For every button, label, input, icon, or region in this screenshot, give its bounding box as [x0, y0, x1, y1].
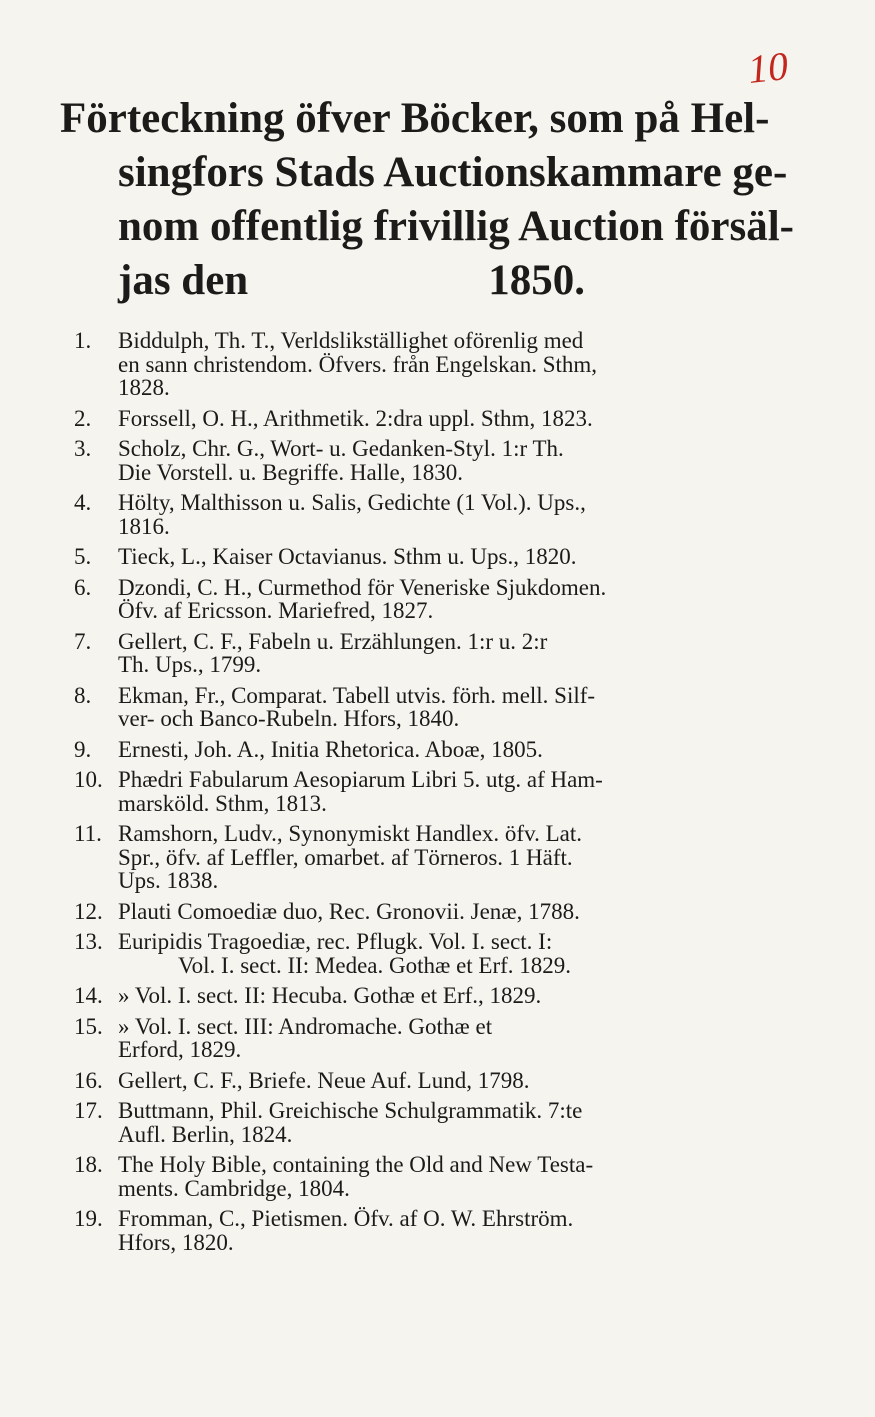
- title-year: 1850.: [488, 257, 585, 304]
- list-item: [0, 576, 875, 623]
- title-line-2: singfors Stads Auctionskammare ge-: [118, 149, 788, 196]
- entry-line: Th. Ups., 1799.: [118, 652, 262, 677]
- entry-text: [118, 437, 768, 484]
- entry-number: 17.: [74, 1098, 103, 1123]
- entry-line: Gellert, C. F., Fabeln u. Erzählungen. 1:r u. 2:r: [118, 628, 548, 654]
- list-item: [0, 329, 875, 400]
- entry-number: 3.: [74, 436, 92, 461]
- entry-line: Euripidis Tragoediæ, rec. Pflugk. Vol. I. sect. I:: [118, 929, 553, 954]
- entry-text: [118, 545, 768, 569]
- entry-number: 10.: [74, 767, 103, 792]
- entry-text: [118, 930, 768, 977]
- entry-number: 4.: [74, 490, 92, 515]
- entry-number: 7.: [74, 628, 92, 654]
- entry-line: » Vol. I. sect. III: Andromache. Gothæ et: [118, 1013, 493, 1039]
- entry-text: [118, 491, 768, 538]
- entry-number: 15.: [74, 1013, 103, 1039]
- entry-line: en sann christendom. Öfvers. från Engelskan. Sthm,: [118, 351, 598, 377]
- entry-text: [118, 407, 768, 431]
- entry-line: Erford, 1829.: [118, 1037, 242, 1062]
- entry-number: 14.: [74, 983, 103, 1008]
- list-item: [0, 930, 875, 977]
- list-item: [0, 545, 875, 569]
- entry-line: Forssell, O. H., Arithmetik. 2:dra uppl. Sthm, 1823.: [118, 405, 593, 431]
- entry-line: marsköld. Sthm, 1813.: [118, 790, 327, 816]
- list-item: [0, 684, 875, 731]
- entry-line: Scholz, Chr. G., Wort- u. Gedanken-Styl. 1:r Th.: [118, 436, 564, 461]
- entry-text: [118, 576, 768, 623]
- entry-line: Spr., öfv. af Leffler, omarbet. af Törneros. 1 Häft.: [118, 844, 573, 870]
- page-number: 10: [745, 43, 791, 92]
- entry-line: ver- och Banco-Rubeln. Hfors, 1840.: [118, 706, 460, 731]
- entry-line: Plauti Comoediæ duo, Rec. Gronovii. Jenæ, 1788.: [118, 898, 580, 924]
- entry-text: [118, 984, 768, 1008]
- entry-text: [118, 684, 768, 731]
- list-item: [0, 407, 875, 431]
- title-line-4: [60, 254, 800, 308]
- entry-line: Gellert, C. F., Briefe. Neue Auf. Lund, 1798.: [118, 1067, 530, 1093]
- entry-line: Ramshorn, Ludv., Synonymiskt Handlex. öfv. Lat.: [118, 821, 582, 846]
- entry-line: Vol. I. sect. II: Medea. Gothæ et Erf. 1829.: [178, 952, 572, 978]
- entry-line: ments. Cambridge, 1804.: [118, 1175, 350, 1201]
- list-item: [0, 822, 875, 893]
- list-item: [0, 1099, 875, 1146]
- entry-number: 9.: [74, 736, 92, 762]
- book-list: [0, 329, 875, 1254]
- entry-number: 19.: [74, 1206, 103, 1231]
- entry-line: Ernesti, Joh. A., Initia Rhetorica. Aboæ, 1805.: [118, 736, 543, 762]
- list-item: [0, 630, 875, 677]
- entry-line: Buttmann, Phil. Greichische Schulgrammatik. 7:te: [118, 1098, 583, 1123]
- list-item: [0, 738, 875, 762]
- entry-text: [118, 900, 768, 924]
- entry-line: Biddulph, Th. T., Verldslikställighet oförenlig med: [118, 328, 584, 353]
- entry-text: [118, 738, 768, 762]
- list-item: [0, 984, 875, 1008]
- entry-text: [118, 768, 768, 815]
- list-item: [0, 1153, 875, 1200]
- entry-line: Tieck, L., Kaiser Octavianus. Sthm u. Ups., 1820.: [118, 544, 577, 569]
- entry-line: » Vol. I. sect. II: Hecuba. Gothæ et Erf., 1829.: [118, 983, 542, 1008]
- entry-line: Ekman, Fr., Comparat. Tabell utvis. förh. mell. Silf-: [118, 682, 596, 708]
- entry-number: 11.: [74, 821, 102, 846]
- entry-number: 16.: [74, 1067, 103, 1093]
- list-item: [0, 1069, 875, 1093]
- entry-line: 1816.: [118, 513, 170, 539]
- list-item: [0, 1207, 875, 1254]
- entry-number: 18.: [74, 1152, 103, 1177]
- page-title: [60, 92, 800, 308]
- entry-line: Aufl. Berlin, 1824.: [118, 1121, 293, 1147]
- entry-text: [118, 1015, 768, 1062]
- list-item: [0, 900, 875, 924]
- entry-line: 1828.: [118, 375, 170, 400]
- list-item: [0, 1015, 875, 1062]
- entry-number: 2.: [74, 405, 92, 431]
- entry-text: [118, 329, 768, 400]
- entry-number: 6.: [74, 574, 92, 600]
- entry-line: Öfv. af Ericsson. Mariefred, 1827.: [118, 598, 434, 623]
- entry-line: Hfors, 1820.: [118, 1229, 234, 1255]
- entry-line: Hölty, Malthisson u. Salis, Gedichte (1 Vol.). Ups.,: [118, 490, 586, 515]
- entry-text: [118, 1099, 768, 1146]
- entry-text: [118, 822, 768, 893]
- title-date-label: jas den: [118, 257, 249, 304]
- entry-line: The Holy Bible, containing the Old and New Testa-: [118, 1152, 594, 1177]
- entry-line: Phædri Fabularum Aesopiarum Libri 5. utg. af Ham-: [118, 767, 603, 792]
- entry-line: Fromman, C., Pietismen. Öfv. af O. W. Ehrström.: [118, 1206, 574, 1231]
- entry-number: 13.: [74, 929, 103, 954]
- list-item: [0, 491, 875, 538]
- entry-number: 5.: [74, 544, 92, 569]
- entry-number: 8.: [74, 682, 92, 708]
- entry-line: Die Vorstell. u. Begriffe. Halle, 1830.: [118, 459, 463, 485]
- entry-number: 12.: [74, 898, 103, 924]
- entry-text: [118, 1207, 768, 1254]
- list-item: [0, 437, 875, 484]
- entry-text: [118, 1069, 768, 1093]
- entry-number: 1.: [74, 328, 92, 353]
- entry-line: Dzondi, C. H., Curmethod för Veneriske Sjukdomen.: [118, 574, 607, 600]
- list-item: [0, 768, 875, 815]
- title-line-1: Förteckning öfver Böcker, som på Hel-: [60, 95, 770, 142]
- entry-line: Ups. 1838.: [118, 868, 219, 893]
- title-line-3: nom offentlig frivillig Auction försäl-: [118, 203, 794, 250]
- entry-text: [118, 630, 768, 677]
- entry-text: [118, 1153, 768, 1200]
